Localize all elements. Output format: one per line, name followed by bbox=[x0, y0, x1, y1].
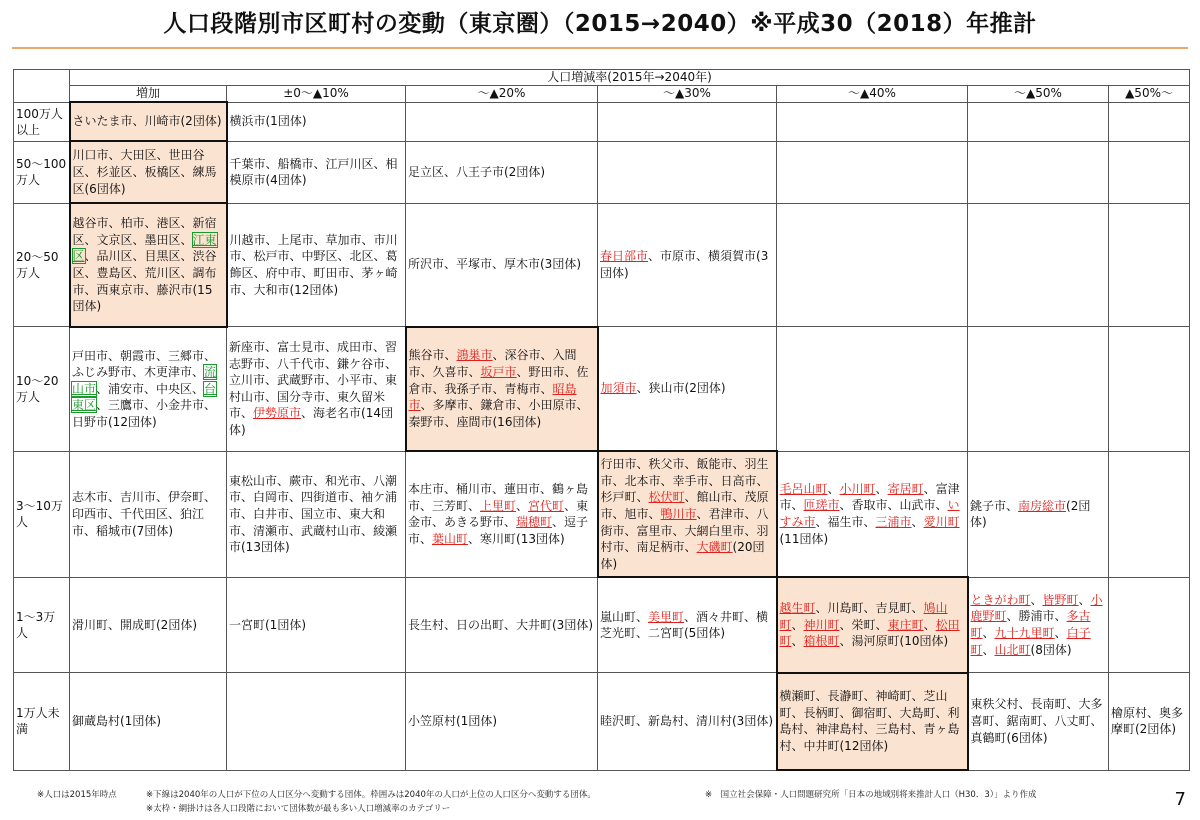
municipality-moving-up: 流山市 bbox=[72, 365, 217, 396]
cell-text: 、 bbox=[911, 514, 924, 529]
data-cell bbox=[406, 203, 598, 326]
cell-text: 、 bbox=[516, 498, 529, 513]
data-cell bbox=[777, 451, 968, 577]
municipality-moving-down: 加須市 bbox=[600, 381, 637, 396]
cell-text: 、栄町、 bbox=[839, 617, 888, 632]
cell-text: 横浜市(1団体) bbox=[229, 114, 307, 129]
data-cell bbox=[598, 141, 777, 203]
municipality-moving-down: 越生町 bbox=[779, 601, 816, 616]
cell-text: 、 bbox=[791, 617, 804, 632]
cell-text: 銚子市、 bbox=[970, 498, 1019, 513]
data-cell bbox=[968, 102, 1109, 141]
data-cell bbox=[777, 577, 968, 672]
data-cell bbox=[598, 673, 777, 770]
municipality-moving-down: 鳩山町 bbox=[779, 601, 948, 632]
cell-text: 越谷市、柏市、港区、新宿区、文京区、墨田区、 bbox=[72, 216, 217, 247]
municipality-moving-down: 大磯町 bbox=[696, 540, 733, 555]
cell-text: 、深谷市、入間市、久喜市、 bbox=[408, 348, 577, 379]
data-cell bbox=[777, 203, 968, 326]
data-cell bbox=[406, 451, 598, 577]
cell-text: 東秩父村、長南町、大多喜町、鋸南町、八丈町、真鶴町(6団体) bbox=[970, 697, 1103, 745]
cell-text: 川越市、上尾市、草加市、市川市、松戸市、中野区、北区、葛飾区、府中市、町田市、茅ヶ崎市、大和市(12団体) bbox=[229, 232, 398, 297]
row-header: 1万人未満 bbox=[14, 673, 70, 770]
data-cell bbox=[968, 673, 1109, 770]
population-tier-row bbox=[14, 203, 1190, 326]
cell-text: (2団体) bbox=[970, 498, 1091, 530]
data-cell bbox=[227, 102, 406, 141]
cell-text: 一宮町(1団体) bbox=[229, 617, 306, 632]
municipality-moving-down: 宮代町 bbox=[528, 498, 565, 513]
row-header: 1～3万人 bbox=[14, 577, 70, 672]
cell-text: 檜原村、奥多摩町(2団体) bbox=[1111, 705, 1184, 737]
municipality-moving-down: 美里町 bbox=[648, 609, 685, 624]
cell-text: 、 bbox=[827, 481, 840, 496]
data-cell bbox=[1109, 673, 1190, 770]
municipality-moving-down: 小鹿野町 bbox=[970, 592, 1103, 624]
cell-text: さいたま市、川崎市(2団体) bbox=[72, 114, 222, 129]
header-group-label: 人口増減率(2015年→2040年) bbox=[70, 70, 1190, 86]
data-cell bbox=[598, 577, 777, 672]
cell-text: 東松山市、蕨市、和光市、八潮市、白岡市、四街道市、袖ケ浦市、白井市、国立市、東大和市、清瀬市、武蔵村山市、綾瀬市(13団体) bbox=[229, 473, 398, 555]
cell-text: 長生村、日の出町、大井町(3団体) bbox=[408, 617, 593, 632]
cell-text: 、香取市、山武市、 bbox=[839, 498, 948, 513]
data-cell bbox=[1109, 577, 1190, 672]
data-cell bbox=[406, 327, 598, 451]
cell-text: 、酒々井町、横芝光町、二宮町(5団体) bbox=[600, 609, 769, 641]
municipality-moving-down: 東庄町 bbox=[887, 617, 924, 632]
cell-text: 滑川町、開成町(2団体) bbox=[72, 617, 197, 632]
data-cell bbox=[70, 673, 227, 770]
data-cell bbox=[777, 327, 968, 451]
data-cell bbox=[598, 327, 777, 451]
municipality-moving-down: 葉山町 bbox=[432, 532, 469, 547]
population-tier-row bbox=[14, 327, 1190, 451]
data-cell bbox=[227, 203, 406, 326]
cell-text: 戸田市、朝霞市、三郷市、ふじみ野市、木更津市、 bbox=[72, 348, 217, 380]
cell-text: 横瀬町、長瀞町、神崎町、芝山町、長柄町、御宿町、大島町、利島村、神津島村、三島村、青ヶ島村、中井町(12団体) bbox=[779, 689, 960, 753]
municipality-moving-down: 春日部市 bbox=[600, 249, 649, 264]
data-cell bbox=[598, 102, 777, 141]
data-cell bbox=[406, 673, 598, 770]
cell-text: 千葉市、船橋市、江戸川区、相模原市(4団体) bbox=[229, 156, 398, 188]
data-cell bbox=[70, 102, 227, 141]
cell-text: 、福生市、 bbox=[815, 514, 876, 529]
cell-text: 、野田市、佐倉市、我孫子市、青梅市、 bbox=[408, 364, 589, 396]
cell-text: 、海老名市(14団体) bbox=[229, 406, 393, 438]
municipality-moving-down: 鴻巣市 bbox=[456, 348, 493, 363]
cell-text: (11団体) bbox=[779, 531, 829, 546]
data-cell bbox=[1109, 327, 1190, 451]
municipality-moving-down: 皆野町 bbox=[1042, 592, 1079, 607]
data-cell bbox=[598, 451, 777, 577]
cell-text: 、浦安市、中央区、 bbox=[96, 381, 205, 396]
data-cell bbox=[1109, 102, 1190, 141]
municipality-moving-down: 山北町 bbox=[994, 642, 1031, 657]
cell-text: 、市原市、横須賀市(3団体) bbox=[600, 249, 769, 281]
municipality-moving-up: 江東区 bbox=[72, 232, 217, 264]
municipality-moving-down: 愛川町 bbox=[923, 514, 960, 529]
data-cell bbox=[70, 577, 227, 672]
cell-text: 、 bbox=[1054, 626, 1067, 641]
cell-text: 、川島町、吉見町、 bbox=[815, 601, 924, 616]
column-header: ±0～▲10% bbox=[227, 86, 406, 103]
cell-text: 、勝浦市、 bbox=[1006, 609, 1067, 624]
data-cell bbox=[227, 673, 406, 770]
data-cell bbox=[968, 327, 1109, 451]
municipality-moving-down: 上里町 bbox=[480, 498, 517, 513]
row-header: 100万人以上 bbox=[14, 102, 70, 141]
population-tier-row bbox=[14, 141, 1190, 203]
municipality-moving-down: 白子町 bbox=[970, 626, 1091, 657]
data-cell bbox=[1109, 141, 1190, 203]
data-cell bbox=[777, 102, 968, 141]
data-cell bbox=[968, 141, 1109, 203]
municipality-moving-down: 寄居町 bbox=[887, 481, 924, 496]
municipality-moving-down: 神川町 bbox=[803, 617, 840, 632]
column-header: ～▲40% bbox=[777, 86, 968, 103]
column-header: ～▲30% bbox=[598, 86, 777, 103]
cell-text: 新座市、富士見市、成田市、習志野市、八千代市、鎌ケ谷市、立川市、武蔵野市、小平市、東村山市、国分寺市、東久留米市、 bbox=[229, 340, 398, 421]
data-cell bbox=[227, 327, 406, 451]
cell-text: (20団体) bbox=[600, 540, 765, 571]
cell-text: 小笠原村(1団体) bbox=[408, 714, 497, 729]
data-cell bbox=[70, 203, 227, 326]
cell-text: 、東金市、あきる野市、 bbox=[408, 498, 589, 530]
municipality-moving-down: ときがわ町 bbox=[970, 592, 1031, 607]
data-cell bbox=[227, 141, 406, 203]
cell-text: 、多摩市、鎌倉市、小田原市、秦野市、座間市(16団体) bbox=[408, 398, 589, 429]
data-cell bbox=[406, 102, 598, 141]
cell-text: 行田市、秩父市、飯能市、羽生市、北本市、幸手市、日高市、杉戸町、 bbox=[600, 457, 769, 505]
cell-text: 志木市、吉川市、伊奈町、印西市、千代田区、狛江市、稲城市(7団体) bbox=[72, 490, 217, 538]
cell-text: 、品川区、目黒区、渋谷区、豊島区、荒川区、調布市、西東京市、藤沢市(15団体) bbox=[72, 249, 217, 314]
row-header: 20～50万人 bbox=[14, 203, 70, 326]
data-cell bbox=[968, 577, 1109, 672]
municipality-moving-down: 松田町 bbox=[779, 617, 960, 649]
data-cell bbox=[968, 451, 1109, 577]
municipality-moving-down: 箱根町 bbox=[803, 634, 840, 649]
data-cell bbox=[227, 451, 406, 577]
cell-text: 、 bbox=[1078, 592, 1091, 607]
population-tier-row bbox=[14, 451, 1190, 577]
data-cell bbox=[968, 203, 1109, 326]
cell-text: 、湯河原町(10団体) bbox=[839, 634, 949, 649]
cell-text: 、君津市、八街市、富里市、大網白里市、羽村市、南足柄市、 bbox=[600, 506, 769, 555]
data-cell bbox=[406, 141, 598, 203]
municipality-moving-down: 多古町 bbox=[970, 609, 1091, 641]
municipality-moving-down: 九十九里町 bbox=[994, 626, 1055, 641]
data-cell bbox=[1109, 203, 1190, 326]
municipality-moving-down: 匝瑳市 bbox=[803, 498, 840, 513]
row-header: 3～10万人 bbox=[14, 451, 70, 577]
municipality-moving-down: 鴨川市 bbox=[660, 506, 697, 521]
cell-text: 睦沢町、新島村、清川村(3団体) bbox=[600, 714, 773, 729]
municipality-moving-down: 小川町 bbox=[839, 481, 876, 496]
cell-text: 足立区、八王子市(2団体) bbox=[408, 164, 545, 179]
cell-text: 所沢市、平塚市、厚木市(3団体) bbox=[408, 257, 581, 272]
page-number: 7 bbox=[1174, 789, 1186, 810]
population-tier-row bbox=[14, 102, 1190, 141]
cell-text: 、館山市、茂原市、旭市、 bbox=[600, 490, 769, 521]
municipality-moving-down: 瑞穂町 bbox=[516, 515, 553, 530]
column-header: ▲50%～ bbox=[1109, 86, 1190, 103]
data-cell bbox=[777, 673, 968, 770]
data-cell bbox=[406, 577, 598, 672]
cell-text: 、富津市、 bbox=[779, 481, 960, 513]
footnote-bold-frame-legend: ※太枠・網掛けは各人口段階において団体数が最も多い人口増減率のカテゴリー bbox=[146, 804, 451, 814]
municipality-moving-down: 昭島市 bbox=[408, 381, 577, 413]
row-header: 10～20万人 bbox=[14, 327, 70, 451]
municipality-moving-down: 毛呂山町 bbox=[779, 481, 828, 496]
cell-text: 本庄市、桶川市、蓮田市、鶴ヶ島市、三芳町、 bbox=[408, 482, 589, 513]
corner-cell bbox=[14, 70, 70, 103]
cell-text: 、 bbox=[1030, 592, 1043, 607]
cell-text: 、 bbox=[982, 642, 995, 657]
municipality-moving-down: 伊勢原市 bbox=[253, 406, 302, 421]
municipality-moving-down: 南房総市 bbox=[1018, 498, 1067, 513]
municipality-moving-down: いすみ市 bbox=[779, 498, 960, 529]
title-divider bbox=[12, 47, 1188, 49]
cell-text: (8団体) bbox=[1030, 642, 1072, 657]
page-title: 人口段階別市区町村の変動（東京圏）（2015→2040）※平成30（2018）年推計 bbox=[163, 11, 1037, 37]
footnote-source: ※ 国立社会保障・人口問題研究所「日本の地域別将来推計人口（H30．3）」より作成 bbox=[705, 790, 1037, 800]
cell-text: 御蔵島村(1団体) bbox=[72, 714, 161, 729]
municipality-moving-down: 三浦市 bbox=[875, 514, 912, 529]
cell-text: 、逗子市、 bbox=[408, 515, 589, 547]
cell-text: 、 bbox=[875, 481, 888, 496]
cell-text: 嵐山町、 bbox=[600, 609, 649, 624]
column-header: 増加 bbox=[70, 86, 227, 103]
footnote-underline-legend: ※下線は2040年の人口が下位の人口区分へ変動する団体。枠囲みは2040年の人口が上位の人口区分へ変動する団体。 bbox=[146, 790, 596, 800]
data-cell bbox=[777, 141, 968, 203]
municipality-moving-down: 坂戸市 bbox=[480, 364, 517, 379]
column-header: ～▲50% bbox=[968, 86, 1109, 103]
data-cell bbox=[598, 203, 777, 326]
data-cell bbox=[70, 451, 227, 577]
cell-text: 、狭山市(2団体) bbox=[636, 381, 726, 396]
data-cell bbox=[227, 577, 406, 672]
cell-text: 川口市、大田区、世田谷区、杉並区、板橋区、練馬区(6団体) bbox=[72, 148, 217, 196]
cell-text: 、寒川町(13団体) bbox=[468, 532, 565, 547]
cell-text: 、 bbox=[791, 634, 804, 649]
population-change-table bbox=[13, 69, 1190, 771]
row-header: 50～100万人 bbox=[14, 141, 70, 203]
data-cell bbox=[1109, 451, 1190, 577]
footnote-population-year: ※人口は2015年時点 bbox=[37, 790, 117, 800]
municipality-moving-down: 松伏町 bbox=[648, 490, 685, 505]
population-tier-row bbox=[14, 673, 1190, 770]
population-tier-row bbox=[14, 577, 1190, 672]
municipality-moving-up: 台東区 bbox=[72, 381, 217, 413]
data-cell bbox=[70, 327, 227, 451]
cell-text: 、 bbox=[923, 617, 936, 632]
cell-text: 、三鷹市、小金井市、日野市(12団体) bbox=[72, 398, 217, 430]
cell-text: 、 bbox=[982, 626, 995, 641]
column-header: ～▲20% bbox=[406, 86, 598, 103]
data-cell bbox=[70, 141, 227, 203]
cell-text: 熊谷市、 bbox=[408, 348, 457, 363]
